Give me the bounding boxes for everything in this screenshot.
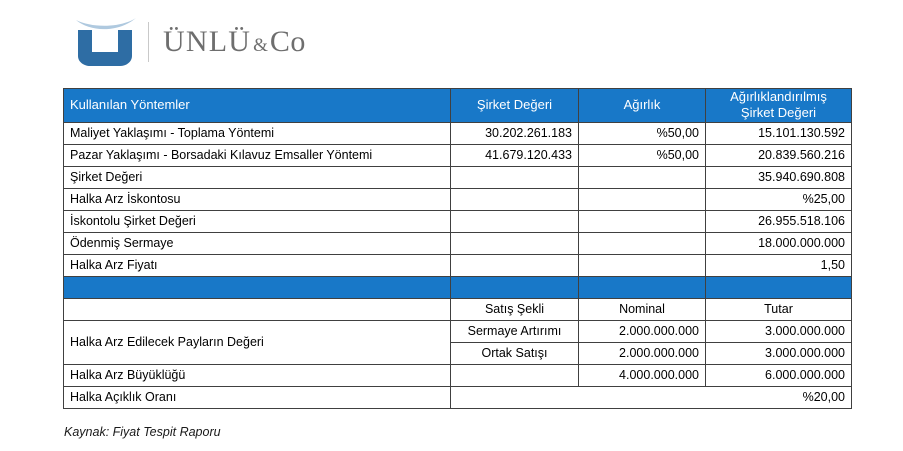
- subheader-row: [64, 298, 852, 320]
- header-weighted-line2: Şirket Değeri: [740, 105, 817, 121]
- header-weight: Ağırlık: [579, 89, 706, 123]
- table-row-total: [64, 386, 852, 408]
- divider-cell: [451, 276, 579, 298]
- row-company-value: [451, 254, 579, 276]
- row-weighted-value: 20.839.560.216: [706, 144, 852, 166]
- company-logo: [74, 14, 306, 70]
- row-label: İskontolu Şirket Değeri: [64, 210, 451, 232]
- row-weight: [579, 188, 706, 210]
- row-company-value: [451, 188, 579, 210]
- logo-wordmark-main: ÜNLÜ: [163, 25, 252, 58]
- row-label: Maliyet Yaklaşımı - Toplama Yöntemi: [64, 122, 451, 144]
- row-label: Halka Arz Fiyatı: [64, 254, 451, 276]
- table-body: [64, 122, 852, 408]
- header-methods: Kullanılan Yöntemler: [64, 89, 451, 123]
- table-row: [64, 188, 852, 210]
- row-sale-type: [451, 364, 579, 386]
- row-company-value: 30.202.261.183: [451, 122, 579, 144]
- table-row: [64, 320, 852, 342]
- table-row: [64, 122, 852, 144]
- row-label: Halka Arz İskontosu: [64, 188, 451, 210]
- logo-wordmark: [163, 27, 306, 57]
- source-caption: Kaynak: Fiyat Tespit Raporu: [64, 425, 221, 439]
- row-label: Halka Açıklık Oranı: [64, 386, 451, 408]
- valuation-table: [63, 88, 852, 409]
- header-weighted-line1: Ağırlıklandırılmış: [730, 89, 827, 104]
- subheader-sale-type: Satış Şekli: [451, 298, 579, 320]
- row-weight: [579, 210, 706, 232]
- row-company-value: [451, 210, 579, 232]
- table-row-total: [64, 364, 852, 386]
- subheader-amount: Tutar: [706, 298, 852, 320]
- table-row-total: [64, 210, 852, 232]
- row-weighted-value: 26.955.518.106: [706, 210, 852, 232]
- row-weight: %50,00: [579, 122, 706, 144]
- row-free-float-value: %20,00: [451, 386, 852, 408]
- row-amount: 6.000.000.000: [706, 364, 852, 386]
- row-label: Pazar Yaklaşımı - Borsadaki Kılavuz Emsaller Yöntemi: [64, 144, 451, 166]
- logo-wordmark-co: Co: [269, 25, 306, 58]
- row-label: Ödenmiş Sermaye: [64, 232, 451, 254]
- row-weighted-value: %25,00: [706, 188, 852, 210]
- row-weight: [579, 166, 706, 188]
- table-row-total: [64, 254, 852, 276]
- offering-label: Halka Arz Edilecek Payların Değeri: [64, 320, 451, 364]
- row-weight: %50,00: [579, 144, 706, 166]
- row-company-value: 41.679.120.433: [451, 144, 579, 166]
- row-company-value: [451, 166, 579, 188]
- row-weighted-value: 1,50: [706, 254, 852, 276]
- offering-nominal: 2.000.000.000: [579, 320, 706, 342]
- divider-cell: [579, 276, 706, 298]
- table-row: [64, 232, 852, 254]
- offering-nominal: 2.000.000.000: [579, 342, 706, 364]
- header-weighted-company-value: [706, 89, 852, 123]
- logo-divider: [148, 22, 149, 62]
- row-weight: [579, 232, 706, 254]
- subheader-blank: [64, 298, 451, 320]
- row-label: Şirket Değeri: [64, 166, 451, 188]
- row-label: Halka Arz Büyüklüğü: [64, 364, 451, 386]
- unlu-u-mark-icon: [74, 16, 140, 68]
- divider-cell: [64, 276, 451, 298]
- header-row: [64, 89, 852, 123]
- table-row: [64, 144, 852, 166]
- divider-cell: [706, 276, 852, 298]
- logo-wordmark-ampersand: &: [253, 35, 268, 56]
- header-company-value: Şirket Değeri: [451, 89, 579, 123]
- table-header: [64, 89, 852, 123]
- table-row-total: [64, 166, 852, 188]
- offering-sale-type: Ortak Satışı: [451, 342, 579, 364]
- row-weighted-value: 35.940.690.808: [706, 166, 852, 188]
- row-nominal: 4.000.000.000: [579, 364, 706, 386]
- section-divider-row: [64, 276, 852, 298]
- row-weighted-value: 18.000.000.000: [706, 232, 852, 254]
- row-weighted-value: 15.101.130.592: [706, 122, 852, 144]
- offering-sale-type: Sermaye Artırımı: [451, 320, 579, 342]
- offering-amount: 3.000.000.000: [706, 342, 852, 364]
- row-weight: [579, 254, 706, 276]
- offering-amount: 3.000.000.000: [706, 320, 852, 342]
- subheader-nominal: Nominal: [579, 298, 706, 320]
- row-company-value: [451, 232, 579, 254]
